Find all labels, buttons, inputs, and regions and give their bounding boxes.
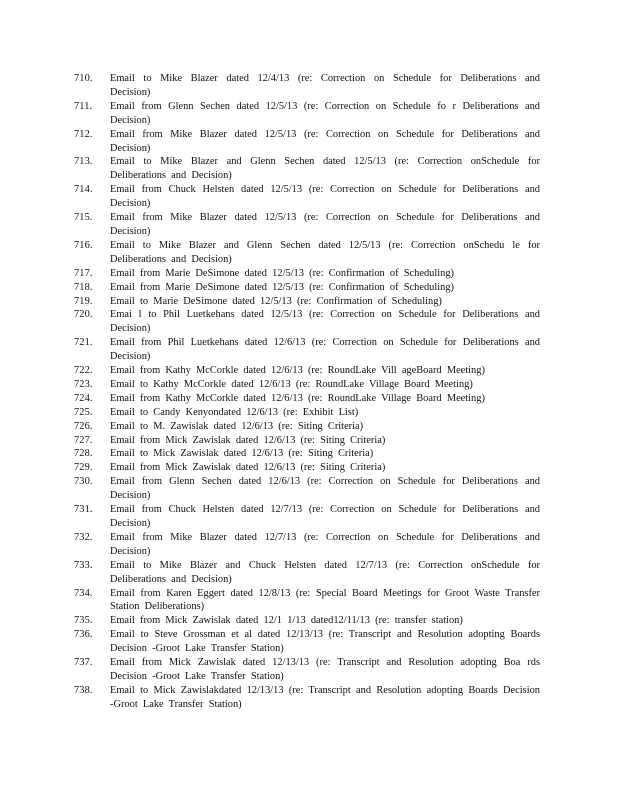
entry-number: 716. [74, 239, 93, 251]
entry-description: Email to Mick Zawislak dated 12/6/13 (re: Siting Criteria) [110, 448, 374, 460]
entry-number: 736. [74, 629, 93, 641]
list-item [0, 406, 618, 420]
entry-description: Email to Steve Grossman et al dated 12/13/13 (re: Transcript and Resolution adopting Boards Decision -Groot Lake Transfer Station) [110, 629, 540, 655]
entry-number: 727. [74, 434, 93, 446]
entry-description: Email from Mick Zawislak dated 12/1 1/13 dated12/11/13 (re: transfer station) [110, 615, 463, 627]
entry-number: 737. [74, 657, 93, 669]
list-item [0, 155, 618, 183]
entry-description: Email from Mike Blazer dated 12/7/13 (re: Correction on Schedule for Deliberations and Decision) [110, 531, 540, 557]
entry-description: Email from Karen Eggert dated 12/8/13 (re: Special Board Meetings for Groot Waste Transfer Station Deliberations) [110, 587, 540, 613]
entry-description: Email from Chuck Helsten dated 12/5/13 (re: Correction on Schedule for Deliberations and Decision) [110, 184, 540, 210]
list-item [0, 378, 618, 392]
entry-number: 731. [74, 504, 93, 516]
entry-number: 738. [74, 684, 93, 696]
entry-number: 719. [74, 295, 93, 307]
list-item [0, 295, 618, 309]
list-item [0, 420, 618, 434]
entry-description: Email to M. Zawislak dated 12/6/13 (re: Siting Criteria) [110, 420, 364, 432]
list-item [0, 628, 618, 656]
entry-description: Email to Mike Blazer and Chuck Helsten dated 12/7/13 (re: Correction onSchedule for Deliberations and Decision) [110, 559, 540, 585]
list-item [0, 211, 618, 239]
list-item [0, 128, 618, 156]
entry-number: 720. [74, 309, 93, 321]
exhibit-list [0, 72, 618, 712]
entry-description: Email from Chuck Helsten dated 12/7/13 (re: Correction on Schedule for Deliberations and Decision) [110, 504, 540, 529]
entry-number: 733. [74, 559, 93, 571]
list-item [0, 364, 618, 378]
list-item [0, 461, 618, 475]
entry-number: 728. [74, 448, 93, 460]
list-item [0, 308, 618, 336]
entry-number: 730. [74, 476, 93, 488]
list-item [0, 336, 618, 364]
entry-description: Email to Mike Blazer and Glenn Sechen dated 12/5/13 (re: Correction onSchedule for Deliberations and Decision) [110, 156, 540, 182]
list-item [0, 531, 618, 559]
entry-description: Email from Kathy McCorkle dated 12/6/13 (re: RoundLake Vill ageBoard Meeting) [110, 365, 485, 377]
entry-description: Emai l to Phil Luetkehans dated 12/5/13 (re: Correction on Schedule for Deliberations and Decision) [110, 309, 540, 335]
list-item [0, 559, 618, 587]
entry-description: Email from Mike Blazer dated 12/5/13 (re: Correction on Schedule for Deliberations and Decision) [110, 212, 540, 237]
entry-number: 718. [74, 281, 93, 293]
list-item [0, 434, 618, 448]
entry-description: Email to Mick Zawislakdated 12/13/13 (re: Transcript and Resolution adopting Boards Decision -Groot Lake Transfer Station) [110, 684, 540, 710]
list-item [0, 267, 618, 281]
entry-number: 715. [74, 212, 93, 224]
list-item [0, 100, 618, 128]
entry-description: Email from Marie DeSimone dated 12/5/13 (re: Confirmation of Scheduling) [110, 281, 454, 293]
entry-description: Email from Glenn Sechen dated 12/5/13 (re: Correction on Schedule fo r Deliberations and Decision) [110, 100, 540, 126]
list-item [0, 239, 618, 267]
entry-number: 735. [74, 615, 93, 627]
entry-description: Email from Mick Zawislak dated 12/6/13 (re: Siting Criteria) [110, 462, 386, 474]
entry-number: 711. [74, 100, 93, 112]
entry-number: 729. [74, 462, 93, 474]
list-item [0, 587, 618, 615]
entry-description: Email from Mick Zawislak dated 12/6/13 (re: Siting Criteria) [110, 434, 386, 446]
entry-number: 726. [74, 420, 93, 432]
list-item [0, 281, 618, 295]
entry-description: Email from Mike Blazer dated 12/5/13 (re: Correction on Schedule for Deliberations and Decision) [110, 128, 540, 154]
entry-number: 725. [74, 406, 93, 418]
entry-number: 712. [74, 128, 93, 140]
entry-description: Email to Candy Kenyondated 12/6/13 (re: Exhibit List) [110, 406, 359, 418]
entry-number: 722. [74, 365, 93, 377]
entry-description: Email to Mike Blazer dated 12/4/13 (re: Correction on Schedule for Deliberations and Decision) [110, 73, 540, 98]
list-item [0, 503, 618, 531]
entry-description: Email from Mick Zawislak dated 12/13/13 (re: Transcript and Resolution adopting Boa rds Decision -Groot Lake Transfer Station) [110, 657, 540, 682]
entry-description: Email to Kathy McCorkle dated 12/6/13 (re: RoundLake Village Board Meeting) [110, 378, 473, 390]
list-item [0, 684, 618, 712]
entry-number: 723. [74, 378, 93, 390]
entry-number: 724. [74, 392, 93, 404]
entry-number: 714. [74, 184, 93, 196]
entry-description: Email from Glenn Sechen dated 12/6/13 (re: Correction on Schedule for Deliberations and Decision) [110, 476, 540, 502]
list-item [0, 656, 618, 684]
entry-description: Email from Phil Luetkehans dated 12/6/13 (re: Correction on Schedule for Deliberations and Decision) [110, 337, 540, 363]
entry-description: Email from Marie DeSimone dated 12/5/13 (re: Confirmation of Scheduling) [110, 267, 454, 279]
entry-number: 717. [74, 267, 93, 279]
entry-number: 732. [74, 531, 93, 543]
entry-number: 734. [74, 587, 93, 599]
entry-description: Email to Mike Blazer and Glenn Sechen dated 12/5/13 (re: Correction onSchedu le for Deliberations and Decision) [110, 239, 540, 265]
entry-number: 710. [74, 73, 93, 84]
list-item [0, 72, 618, 100]
list-item [0, 614, 618, 628]
list-item [0, 475, 618, 503]
entry-number: 721. [74, 337, 93, 349]
list-item [0, 392, 618, 406]
entry-description: Email to Marie DeSimone dated 12/5/13 (re: Confirmation of Scheduling) [110, 295, 442, 307]
entry-description: Email from Kathy McCorkle dated 12/6/13 (re: RoundLake Village Board Meeting) [110, 392, 485, 404]
entry-number: 713. [74, 156, 93, 168]
list-item [0, 447, 618, 461]
list-item [0, 183, 618, 211]
